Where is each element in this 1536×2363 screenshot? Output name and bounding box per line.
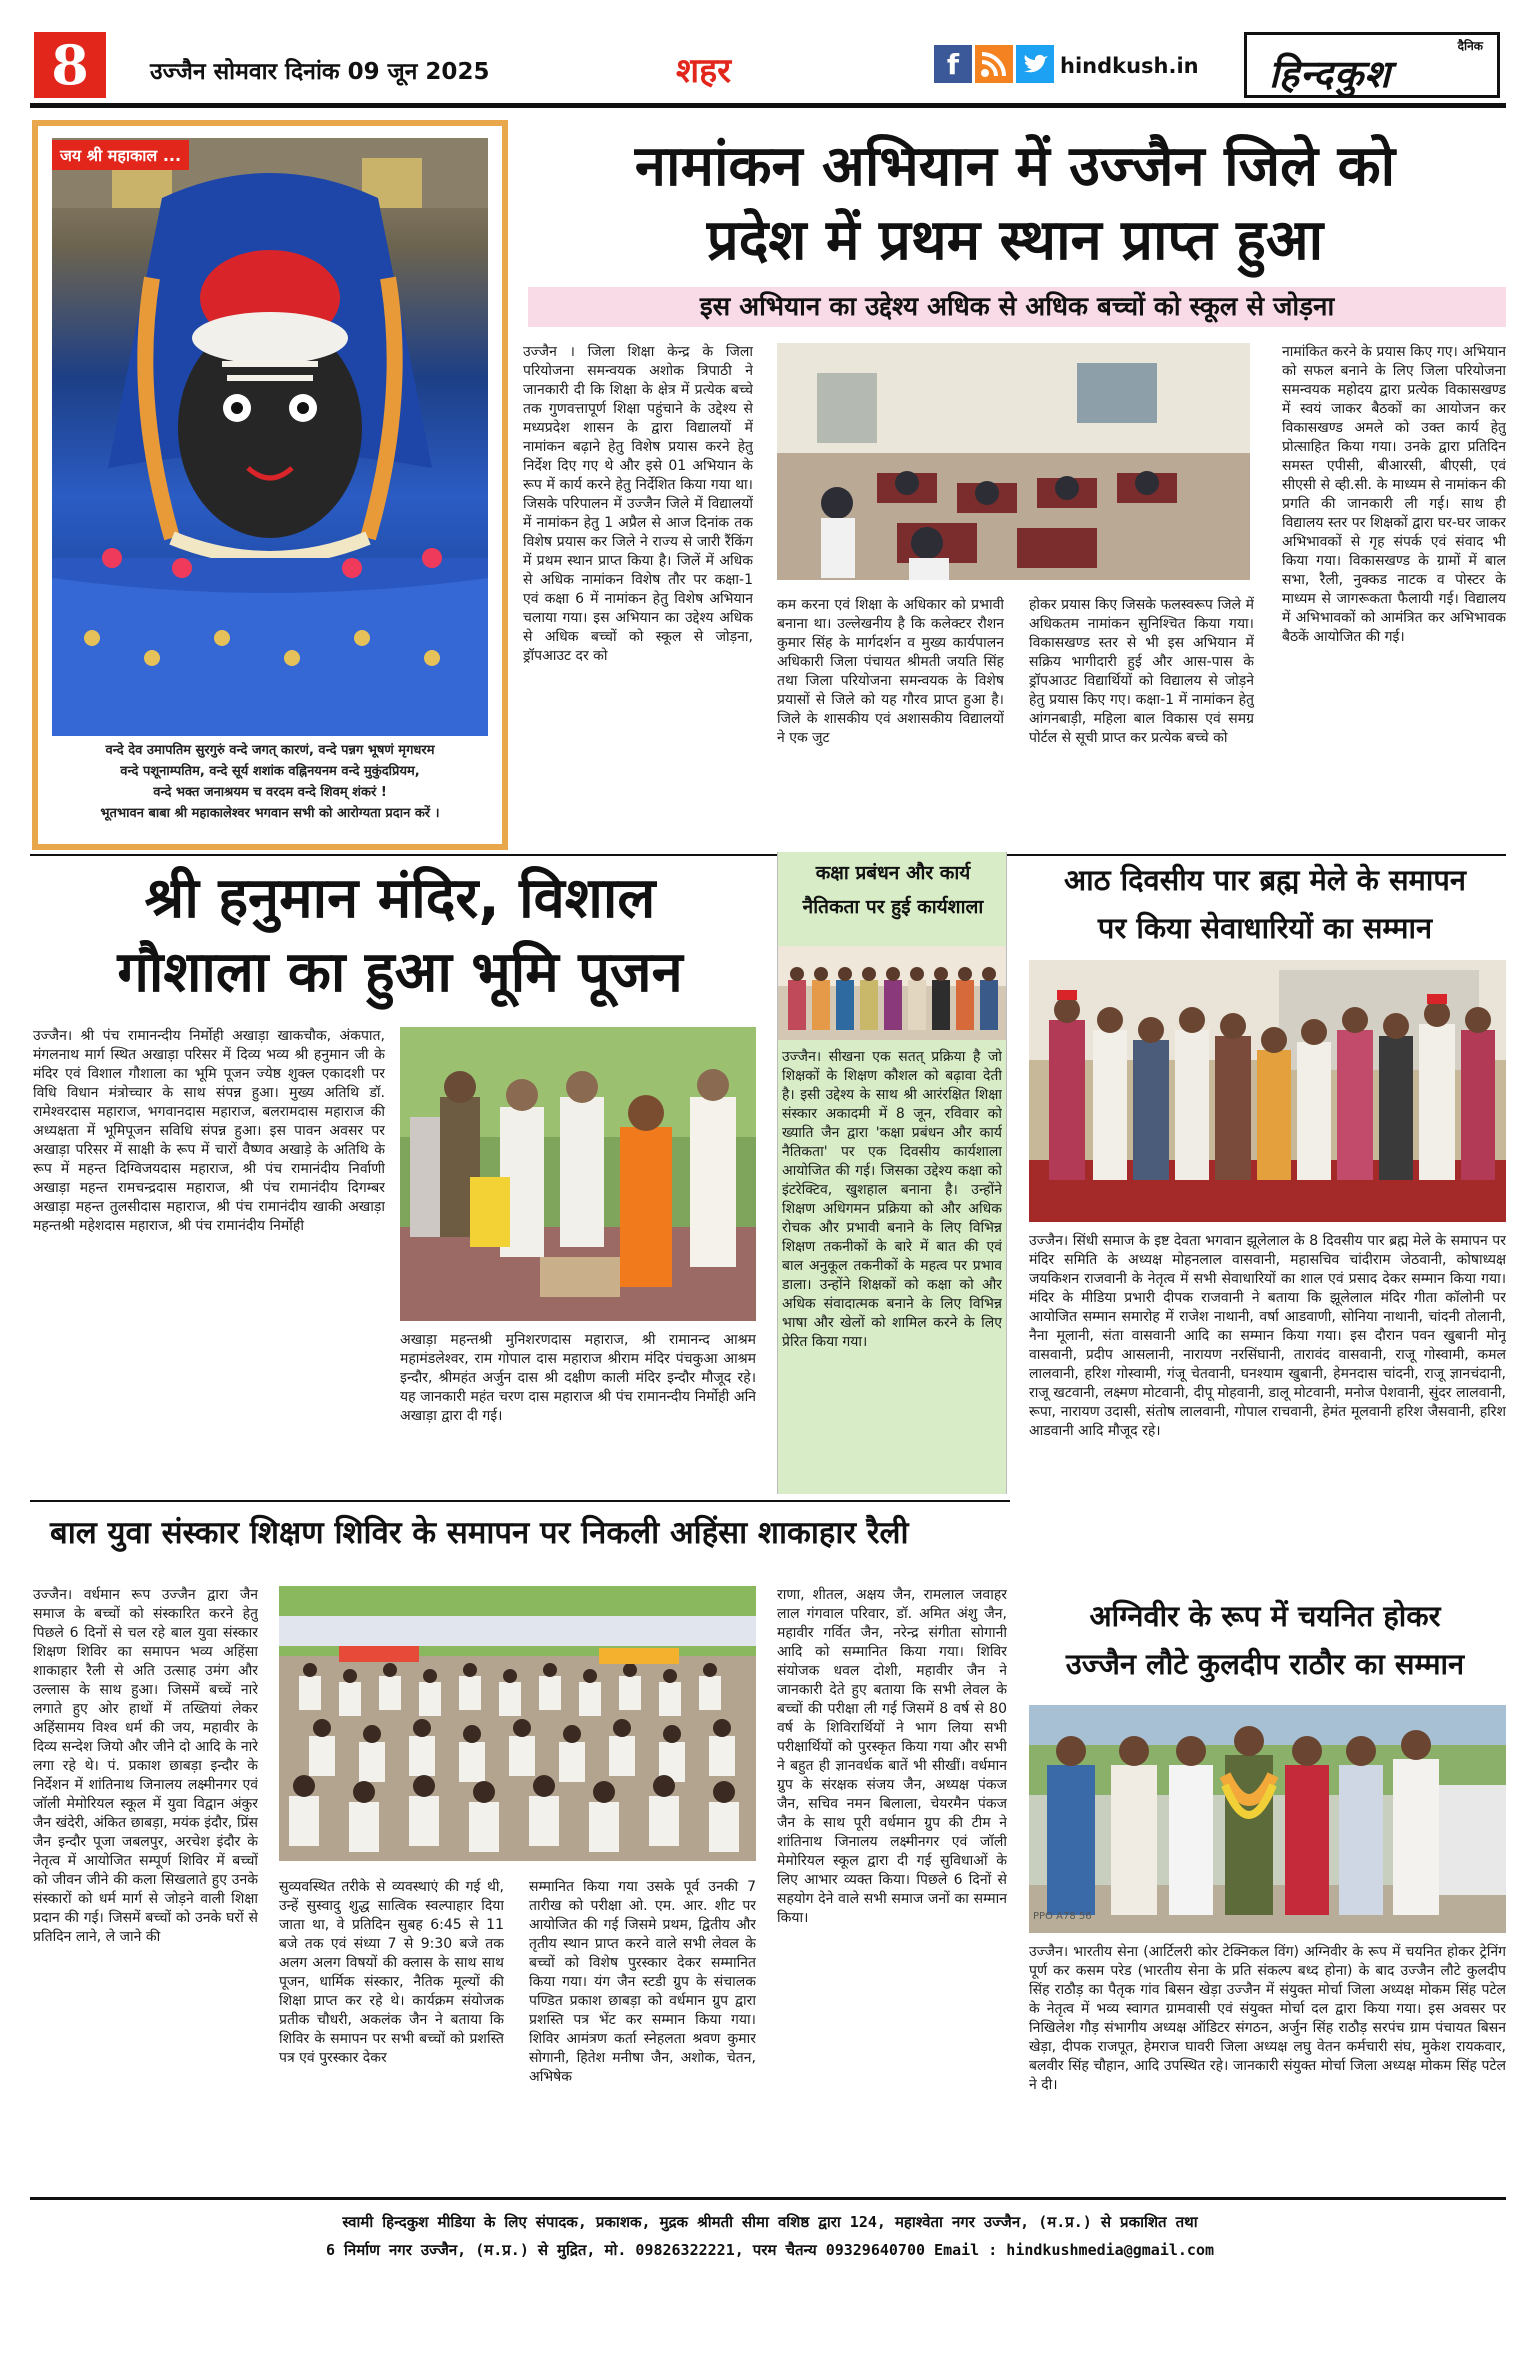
lead-column-1: उज्जैन । जिला शिक्षा केन्द्र के जिला परियोजना समन्वयक अशोक त्रिपाठी ने जानकारी दी कि शिक्षा के क्षेत्र में प्रत्येक बच्चे तक गुणवत्तापूर्ण शिक्षा पहुंचाने के उद्देश्य से मध्यप्रदेश शासन के द्वारा विद्यालयों में नामांकन बढ़ाने हेतु विशेष प्रयास करने हेतु निर्देश दिए गए थे और इसे 01 अभियान के रूप में कार्य करने हेतु निर्देशित किया गया था। जिसके परिपालन में उज्जैन जिले में विद्यालयों में नामांकन हेतु 1 अप्रैल से आज दिनांक तक विशेष प्रयास कर जिले ने राज्य से जारी रैंकिंग में प्रथम स्थान प्राप्त किया है। जिलें में अधिक से अधिक नामांकन विशेष तौर पर कक्षा-1 एवं कक्षा 6 में नामांकन हेतु विशेष अभियान चलाया गया। इस अभियान का उद्देश्य अधिक से अधिक बच्चों को स्कूल से जोड़ना, ड्रॉपआउट दर को xyxy=(523,344,753,664)
masthead-logo: हिन्दकुश xyxy=(1269,51,1391,96)
hanuman-headline xyxy=(30,862,770,1010)
hanuman-ceremony-photo xyxy=(400,1027,756,1321)
lead-headline-line: नामांकन अभियान में उज्जैन जिले को xyxy=(634,134,1396,199)
social-icons xyxy=(934,45,1054,83)
page-number-badge: 8 xyxy=(34,32,106,98)
masthead-tagline: दैनिक xyxy=(1457,39,1483,53)
bal-yuva-column-2: सुव्यवस्थित तरीके से व्यवस्थाएं की गई थी, उन्हें सुस्वादु शुद्ध सात्विक स्वल्पाहार दिया जाता था, वे प्रतिदिन सुबह 6:45 से 11 बजे तक एवं संध्या 7 से 9:30 बजे तक अलग अलग विषयों की क्लास के साथ साथ पूजन, धार्मिक संस्कार, नैतिक मूल्यों की शिक्षा प्राप्त कर रहे थे। कार्यक्रम संयोजक प्रतीक चौधरी, अकलंक जैन ने बताया कि शिविर के समापन पर सभी बच्चों को प्रशस्ति पत्र एवं पुरस्कार देकर xyxy=(279,1879,504,2066)
website-link[interactable]: hindkush.in xyxy=(1060,54,1199,78)
lead-column-2: कम करना एवं शिक्षा के अधिकार को प्रभावी बनाना था। उल्लेखनीय है कि कलेक्टर रौशन कुमार सिंह के मार्गदर्शन व मुख्य कार्यपालन अधिकारी जिला पंचायत श्रीमती जयति सिंह तथा जिला परियोजना समन्वयक के विशेष प्रयासों से जिले को यह गौरव प्राप्त हुआ है। जिले के शासकीय एवं अशासकीय विद्यालयों ने एक जुट xyxy=(777,597,1004,746)
lead-column-3: होकर प्रयास किए जिसके फलस्वरूप जिले में अधिकतम नामांकन सुनिश्चित किया गया। विकासखण्ड स्तर से भी इस अभियान में सक्रिय भागीदारी हुई और आस-पास के ड्रॉपआउट विद्यार्थियों को विद्यालय से जोड़ने हेतु प्रयास किए गए। कक्षा-1 में नामांकन हेतु आंगनबाड़ी, महिला बाल विकास एवं समग्र पोर्टल से सूची प्राप्त कर प्रत्येक बच्चे को xyxy=(1029,597,1254,746)
brahma-headline xyxy=(1022,856,1508,952)
bal-yuva-column-1: उज्जैन। वर्धमान रूप उज्जैन द्वारा जैन समाज के बच्चों को संस्कारित करने हेतु पिछले 6 दिनों से चल रहे बाल युवा संस्कार शिक्षण शिविर का समापन भव्य अहिंसा शाकाहार रैली से अति उत्साह उमंग और उल्लास के साथ हुआ। जिसमें बच्चें नारे लगाते हुए ओर हाथों में तख्तियां लेकर अहिंसामय विश्व धर्म की जय, महावीर के दिव्य सन्देश जियो और जीने दो आदि के नारे लगा रहे थे। पं. प्रकाश छाबड़ा इन्दौर के निर्देशन में शांतिनाथ जिनालय लक्ष्मीनगर एवं जॉली मेमोरियल स्कूल में युवा विद्वान अंकुर जैन खंदेरी, अंकित छाबड़ा, मयंक इंदौर, प्रिंस जैन इन्दौर पूजा जबलपुर, अरचेश इंदौर के नेतृत्व में आयोजित सम्पूर्ण शिविर में बच्चों को जीवन जीने की कला सिखलाते हुए उनके संस्कारों को धर्म मार्ग से जोड़ने वाली शिक्षा प्रदान की गई। जिसमें बच्चों को उनके घरों से प्रतिदिन लाने, ले जाने की xyxy=(33,1587,258,1945)
mahakal-caption-line: वन्दे पशूनाम्पतिम, वन्दे सूर्य शशांक वह्निनयनम वन्दे मुकुंदप्रियम, xyxy=(120,764,420,779)
bal-yuva-headline: बाल युवा संस्कार शिक्षण शिविर के समापन पर निकली अहिंसा शाकाहार रैली xyxy=(50,1515,909,1551)
masthead-box xyxy=(1244,32,1500,98)
mahakal-caption xyxy=(42,738,498,842)
class-management-headline-line: कक्षा प्रबंधन और कार्य xyxy=(815,862,971,884)
agniveer-headline xyxy=(1022,1592,1508,1688)
header-rule xyxy=(30,103,1506,108)
agniveer-headline-line: अग्निवीर के रूप में चयनित होकर xyxy=(1089,1599,1441,1633)
lead-headline-line: प्रदेश में प्रथम स्थान प्राप्त हुआ xyxy=(706,208,1324,273)
bal-yuva-column-4: राणा, शीतल, अक्षय जैन, रामलाल जवाहर लाल गंगवाल परिवार, डॉ. अमित अंशु जैन, महावीर गर्वित जैन, नरेन्द्र संगीता सोगानी आदि को सम्मानित किया गया। शिविर संयोजक धवल दोशी, महावीर जैन ने जानकारी देते हुए बताया कि सभी लेवल के बच्चों की परीक्षा ली गई जिसमें 8 वर्ष से 80 वर्ष के शिविरार्थियों ने भाग लिया सभी परीक्षार्थियों को पुरस्कृत किया गया और सभी ने बहुत ही ज्ञानवर्धक बातें भी सीखीं। वर्धमान ग्रुप के संरक्षक संजय जैन, अध्यक्ष पंकज जैन, सचिव नमन बिलाला, चेयरमैन पंकज जैन के साथ पूरी वर्धमान ग्रुप की टीम ने शांतिनाथ जिनालय लक्ष्मीनगर एवं जॉली मेमोरियल स्कूल द्वारा दी गई सुविधाओं के लिए आभार व्यक्त किया। पिछले 6 दिनों से सहयोग देने वाले सभी समाज जनों का सम्मान किया। xyxy=(777,1587,1007,1926)
hanuman-headline-line: श्री हनुमान मंदिर, विशाल xyxy=(144,866,656,931)
bal-yuva-rally-photo xyxy=(279,1586,756,1861)
class-management-photo xyxy=(778,946,1006,1040)
class-management-box xyxy=(777,852,1007,1494)
hanuman-headline-line: गौशाला का हुआ भूमि पूजन xyxy=(117,940,683,1005)
lead-classroom-photo xyxy=(777,343,1250,580)
lead-subhead: इस अभियान का उद्देश्य अधिक से अधिक बच्चों को स्कूल से जोड़ना xyxy=(528,287,1506,327)
mahakal-tag: जय श्री महाकाल ... xyxy=(52,140,189,170)
imprint xyxy=(40,2208,1500,2264)
twitter-icon[interactable] xyxy=(1016,45,1054,83)
imprint-rule xyxy=(30,2197,1506,2200)
class-management-headline xyxy=(778,856,1008,924)
dateline: उज्जैन सोमवार दिनांक 09 जून 2025 xyxy=(150,59,490,85)
section-rule-2 xyxy=(30,1500,1010,1502)
brahma-headline-line: आठ दिवसीय पार ब्रह्म मेले के समापन xyxy=(1064,863,1466,897)
lead-column-4: नामांकित करने के प्रयास किए गए। अभियान को सफल बनाने के लिए जिला परियोजना समन्वयक महोदय द्वारा प्रत्येक विकासखण्ड में स्वयं जाकर बैठकों का आयोजन कर विकासखण्ड अमले को उक्त कार्य हेतु प्रोत्साहित किया गया। उनके द्वारा प्रतिदिन समस्त एपीसी, बीआरसी, बीएसी, एवं सीएसी से व्ही.सी. के माध्यम से नामांकन की प्रगति की जानकारी ली गई। साथ ही विद्यालय स्तर पर शिक्षकों द्वारा घर-घर जाकर अभिभावकों से गृह संपर्क एवं संवाद भी किया गया। विकासखण्ड के ग्रामों में बाल सभा, रैली, नुक्कड नाटक व पोस्टर के माध्यम से जागरूकता फैलायी गई। विद्यालय में अभिभावकों को आमंत्रित कर अभिभावक बैठकें आयोजित की गई। xyxy=(1282,344,1506,645)
mahakal-photo xyxy=(52,138,488,736)
brahma-group-photo xyxy=(1029,960,1506,1222)
mahakal-caption-line: वन्दे भक्त जनाश्रयम च वरदम वन्दे शिवम् शंकरं ! xyxy=(153,785,387,800)
mahakal-caption-line: वन्दे देव उमापतिम सुरगुरुं वन्दे जगत् कारणं, वन्दे पन्नग भूषणं मृगधरम xyxy=(105,743,435,758)
agniveer-headline-line: उज्जैन लौटे कुलदीप राठौर का सम्मान xyxy=(1065,1647,1465,1681)
class-management-body: उज्जैन। सीखना एक सतत् प्रक्रिया है जो शिक्षकों के शिक्षण कौशल को बढ़ावा देती है। इसी उद्देश्य के साथ श्री आरंरक्षित शिक्षा संस्कार अकादमी में 8 जून, रविवार को ख्याति जैन द्वारा 'कक्षा प्रबंधन और कार्य नैतिकता' पर एक दिवसीय कार्यशाला आयोजित की गई। जिसका उद्देश्य कक्षा को इंटरेक्टिव, खुशहाल बनाना है। उन्होंने शिक्षण अधिगमन प्रक्रिया को और अधिक रोचक और प्रभावी बनाने के लिए विभिन्न शिक्षण तकनीकों के बारे में बात की एवं बाल अनुकूल तकनीकों के महत्व पर प्रभाव डाला। उन्होंने शिक्षकों को कक्षा को और अधिक संवादात्मक बनाने के लिए विभिन्न भाषा और खेलों को शामिल करने के लिए प्रेरित किया गया। xyxy=(782,1049,1002,1350)
facebook-icon[interactable]: f xyxy=(934,45,972,83)
mahakal-frame xyxy=(32,120,508,850)
imprint-line: स्वामी हिन्दकुश मीडिया के लिए संपादक, प्रकाशक, मुद्रक श्रीमती सीमा वशिष्ठ द्वारा 124, महाश्वेता नगर उज्जैन, (म.प्र.) से प्रकाशित तथा xyxy=(342,2213,1198,2231)
agniveer-body: उज्जैन। भारतीय सेना (आर्टिलरी कोर टेक्निकल विंग) अग्निवीर के रूप में चयनित होकर ट्रेनिंग पूर्ण कर कसम परेड (भारतीय सेना के प्रति संकल्प बध्द होना) के बाद उज्जैन लौटे कुलदीप सिंह राठौड़ का पैतृक गांव बिसन खेड़ा उज्जैन में संयुक्त मोर्चा जिला अध्यक्ष मोकम सिंह पटेल के नेतृत्व में भव्य स्वागत ग्रामवासी एवं संयुक्त मोर्चा दल द्वारा किया गया। इस अवसर पर निखिलेश गौड़ संभागीय अध्यक्ष ऑडिटर संगठन, अर्जुन सिंह राठौड़ सरपंच ग्राम पंचायत बिसन खेड़ा, दीपक राजपूत, हेमराज घावरी जिला अध्यक्ष लघु वेतन कर्मचारी संघ, मुकेश रायकवार, बलवीर सिंह चौहान, आदि उपस्थित रहे। जानकारी संयुक्त मोर्चा जिला अध्यक्ष मोकम सिंह पटेल ने दी। xyxy=(1029,1944,1506,2093)
hanuman-column-1: उज्जैन। श्री पंच रामानन्दीय निर्मोही अखाड़ा खाकचौक, अंकपात, मंगलनाथ मार्ग स्थित अखाड़ा परिसर में दिव्य भव्य श्री हनुमान जी के मंदिर एवं विशाल गौशाला का भूमि पूजन ज्येष्ठ शुक्ल एकादशी पर विधि विधान मंत्रोच्चार के साथ संपन्न हुआ। मुख्य अतिथि डॉ. रामेश्वरदास महाराज, भगवानदास महाराज, बलरामदास महाराज की अध्यक्षता में भूमिपूजन सविधि संपन्न हुआ। इस पावन अवसर पर अखाड़ा परिसर में साक्षी के रूप में चारों वैष्णव अखाड़े के अतिथि के रूप में महन्त दिग्विजयदास महाराज, श्री पंच रामानंदीय निर्वाणी अखाड़ा महन्त रामचन्द्रदास महाराज, श्री पंच रामानंदीय दिगम्बर अखाड़ा महन्त तुलसीदास महाराज, श्री पंच रामानंदीय खाकी अखाड़ा महन्तश्री महेशदास महाराज, श्री पंच रामानंदीय निर्मोही xyxy=(33,1028,385,1234)
agniveer-felicitation-photo xyxy=(1029,1705,1506,1933)
class-management-headline-line: नैतिकता पर हुई कार्यशाला xyxy=(802,896,984,918)
rss-icon[interactable] xyxy=(975,45,1013,83)
brahma-body: उज्जैन। सिंधी समाज के इष्ट देवता भगवान झूलेलाल के 8 दिवसीय पार ब्रह्म मेले के समापन पर मंदिर समिति के अध्यक्ष मोहनलाल वासवानी, महासचिव चांदीराम जेठवानी, कोषाध्यक्ष जयकिशन राजवानी के नेतृत्व में सभी सेवाधारियों का शाल एवं प्रसाद देकर सम्मान किया गया। मंदिर के मीडिया प्रभारी दीपक राजवानी ने बताया कि झूलेलाल मंदिर गीता कॉलोनी पर आयोजित सम्मान समारोह में राजेश नाथानी, वर्षा आडवाणी, सोनिया नाथानी, चांदनी तोलानी, नैना मूलानी, संता वासवानी आदि का सम्मान किया गया। इस दौरान पवन खुबानी मोनू वासवानी, प्रदीप आसलानी, नारायण नरसिंघानी, तारावंद वासवानी, राजू गोस्वामी, कमल लालवानी, हरिश गोस्वामी, गंजू चेतवानी, घनश्याम खुबानी, हेमनदास चांदनी, राजू ज्ञानचंदानी, राजू खटवानी, लक्ष्मण मोटवानी, दीपू मोहवानी, डालू मोटवानी, मनोज पेशवानी, सुंदर लालवानी, रूपा, नारायण उदासी, संतोष लालवानी, गोपाल राचवानी, हेमंत मूलवानी हरिश जैसवानी, हरिश आडवानी आदि मौजूद रहे। xyxy=(1029,1233,1506,1439)
bal-yuva-column-3: सम्मानित किया गया उसके पूर्व उनकी 7 तारीख को परीक्षा ओ. एम. आर. शीट पर आयोजित की गई जिसमे प्रथम, द्वितीय और तृतीय स्थान प्राप्त करने वाले सभी लेवल के बच्चों को विशेष पुरस्कार देकर सम्मानित किया गया। यंग जैन स्टडी ग्रुप के संचालक पण्डित प्रकाश छाबड़ा को वर्धमान ग्रुप द्वारा प्रशस्ति पत्र भेंट कर सम्मान किया गया। शिविर आमंत्रण कर्ता स्नेहलता श्रवण कुमार सोगानी, हितेश मनीषा जैन, अशोक, चेतन, अभिषेक xyxy=(529,1879,756,2085)
imprint-line: 6 निर्माण नगर उज्जैन, (म.प्र.) से मुद्रित, मो. 09826322221, परम चैतन्य 09329640700 Email : hindkushmedia@gmail.com xyxy=(325,2241,1215,2259)
section-label: शहर xyxy=(676,51,732,91)
mahakal-caption-line: भूतभावन बाबा श्री महाकालेश्वर भगवान सभी को आरोग्यता प्रदान करें । xyxy=(100,806,440,821)
lead-headline xyxy=(520,130,1510,278)
hanuman-column-2: अखाड़ा महन्तश्री मुनिशरणदास महाराज, श्री रामानन्द आश्रम महामंडलेश्वर, राम गोपाल दास महाराज श्रीराम मंदिर पंचकुआ आश्रम इन्दौर, श्रीमहंत अर्जुन दास श्री दक्षीण काली मंदिर इन्दौर मौजूद रहे। यह जानकारी महंत चरण दास महाराज श्री पंच रामानन्दीय निर्मोही अनि अखाड़ा द्वारा दी गई। xyxy=(400,1332,756,1424)
brahma-headline-line: पर किया सेवाधारियों का सम्मान xyxy=(1097,911,1433,945)
agniveer-photo-mark: PPO A78 56 xyxy=(1033,1911,1092,1922)
